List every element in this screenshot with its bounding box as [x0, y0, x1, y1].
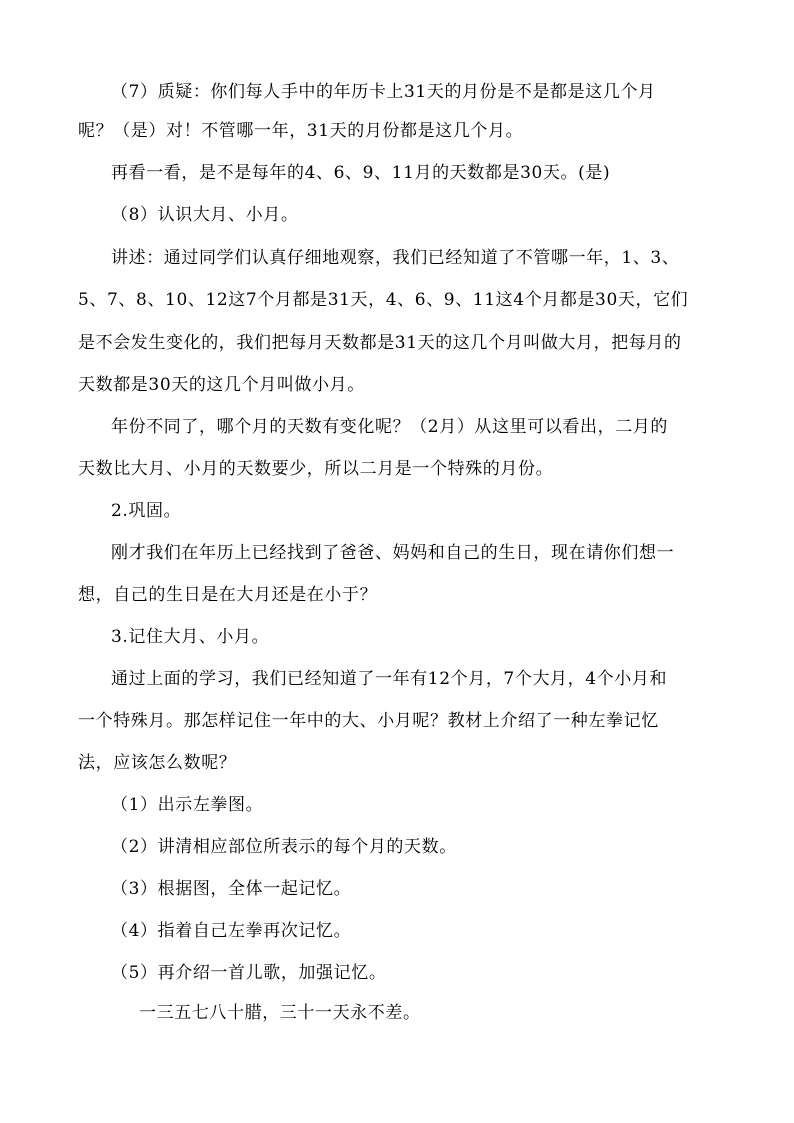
paragraph-explanation-line-2: 5、7、8、10、12这7个月都是31天，4、6、9、11这4个月都是30天，它们: [78, 290, 689, 310]
list-item-4: （4）指着自己左拳再次记忆。: [111, 921, 352, 941]
paragraph-7-question-line-2: 呢？（是）对！不管哪一年，31天的月份都是这几个月。: [78, 121, 524, 141]
list-item-1: （1）出示左拳图。: [111, 795, 264, 815]
section-2-heading: 2.巩固。: [111, 501, 182, 521]
paragraph-february-line-1: 年份不同了，哪个月的天数有变化呢？（2月）从这里可以看出，二月的: [111, 417, 669, 437]
paragraph-explanation-line-3: 是不会发生变化的，我们把每月天数都是31天的这几个月叫做大月，把每月的: [78, 333, 682, 353]
paragraph-february-line-2: 天数比大月、小月的天数要少，所以二月是一个特殊的月份。: [78, 459, 554, 479]
paragraph-explanation-line-4: 天数都是30天的这几个月叫做小月。: [78, 375, 365, 395]
paragraph-birthday-line-1: 刚才我们在年历上已经找到了爸爸、妈妈和自己的生日，现在请你们想一: [111, 543, 675, 563]
paragraph-7-question-line-1: （7）质疑：你们每人手中的年历卡上31天的月份是不是都是这几个月: [111, 82, 656, 102]
paragraph-birthday-line-2: 想，自己的生日是在大月还是在小于？: [78, 585, 378, 605]
paragraph-8-heading: （8）认识大月、小月。: [111, 205, 299, 225]
paragraph-summary-line-3: 法，应该怎么数呢？: [78, 753, 237, 773]
list-item-5: （5）再介绍一首儿歌，加强记忆。: [111, 963, 387, 983]
paragraph-check-30-days: 再看一看，是不是每年的4、6、9、11月的天数都是30天。(是): [111, 163, 611, 183]
mnemonic-rhyme: 一三五七八十腊，三十一天永不差。: [139, 1003, 421, 1023]
paragraph-summary-line-2: 一个特殊月。那怎样记住一年中的大、小月呢？教材上介绍了一种左拳记忆: [78, 711, 659, 731]
list-item-2: （2）讲清相应部位所表示的每个月的天数。: [111, 837, 457, 857]
list-item-3: （3）根据图，全体一起记忆。: [111, 879, 352, 899]
paragraph-explanation-line-1: 讲述：通过同学们认真仔细地观察，我们已经知道了不管哪一年，1、3、: [111, 248, 680, 268]
paragraph-summary-line-1: 通过上面的学习，我们已经知道了一年有12个月，7个大月，4个小月和: [111, 669, 668, 689]
section-3-heading: 3.记住大月、小月。: [111, 627, 270, 647]
